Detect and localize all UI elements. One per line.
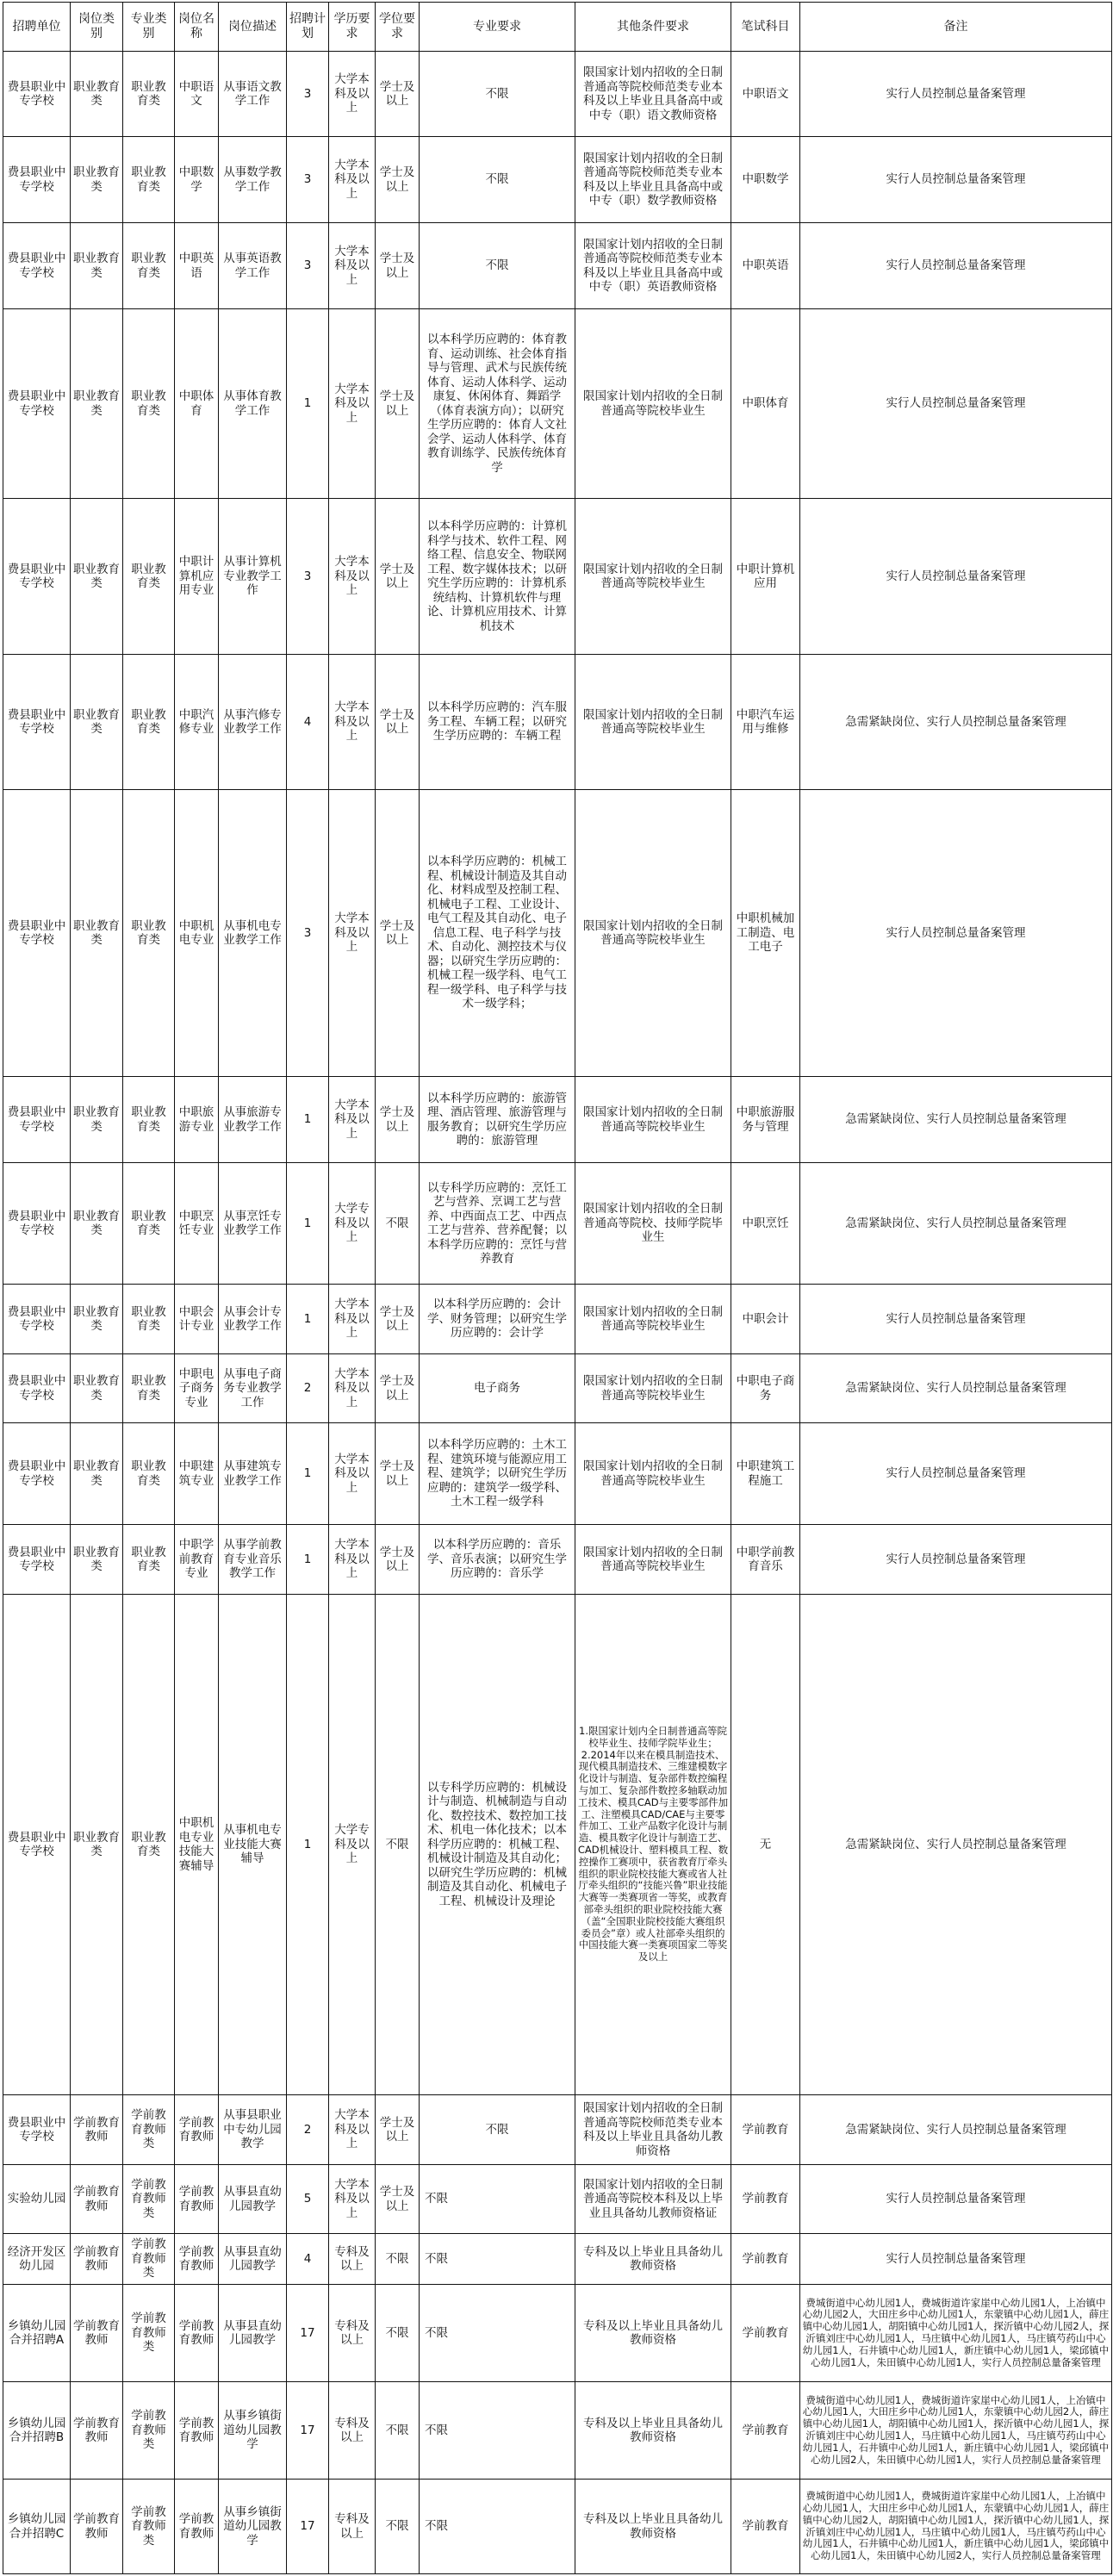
education-cell: 大学专科及以上 — [329, 1163, 376, 1285]
degree-cell: 学士及以上 — [376, 1354, 420, 1423]
header-education: 学历要求 — [329, 3, 376, 52]
major-cell: 不限 — [420, 2382, 575, 2480]
exam-cell: 中职旅游服务与管理 — [731, 1077, 800, 1163]
exam-cell: 学前教育 — [731, 2234, 800, 2285]
post-type-cell: 职业教育类 — [71, 1595, 123, 2095]
major-cell: 以本科学历应聘的：土木工程、建筑环境与能源应用工程、建筑学；以研究生学历应聘的：建筑学一级学科、土木工程一级学科 — [420, 1423, 575, 1525]
other-cell: 限国家计划内招收的全日制普通高等院校本科及以上毕业且具备幼儿教师资格证 — [575, 2165, 731, 2234]
unit-cell: 费县职业中专学校 — [3, 137, 71, 223]
post-name-cell: 学前教育教师 — [175, 2382, 219, 2480]
exam-cell: 无 — [731, 1595, 800, 2095]
other-cell: 限国家计划内招收的全日制普通高等院校师范类专业本科及以上毕业且具备高中或中专（职）数学教师资格 — [575, 137, 731, 223]
major-type-cell: 职业教育类 — [123, 52, 175, 137]
post-name-cell: 中职数学 — [175, 137, 219, 223]
major-cell: 不限 — [420, 2095, 575, 2165]
plan-cell: 3 — [287, 499, 329, 655]
degree-cell: 学士及以上 — [376, 1077, 420, 1163]
description-cell: 从事旅游专业教学工作 — [219, 1077, 287, 1163]
table-row — [3, 1285, 1112, 1354]
plan-cell: 3 — [287, 790, 329, 1077]
table-row — [3, 499, 1112, 655]
major-type-cell: 职业教育类 — [123, 1354, 175, 1423]
exam-cell: 中职汽车运用与维修 — [731, 655, 800, 790]
other-cell: 限国家计划内招收的全日制普通高等院校毕业生 — [575, 499, 731, 655]
degree-cell: 学士及以上 — [376, 1525, 420, 1595]
exam-cell: 中职体育 — [731, 309, 800, 499]
plan-cell: 2 — [287, 1354, 329, 1423]
major-type-cell: 学前教育教师类 — [123, 2165, 175, 2234]
note-cell: 费城街道中心幼儿园1人，费城街道许家崖中心幼儿园1人，上冶镇中心幼儿园1人，大田庄乡中心幼儿园1人，东蒙镇中心幼儿园1人，薛庄镇中心幼儿园2人，胡阳镇中心幼儿园1人，探沂镇中心幼儿园1人，探沂镇刘庄中心幼儿园1人，马庄镇中心幼儿园1人，马庄镇芍药山中心幼儿园1人，石井镇中心幼儿园1人，新庄镇中心幼儿园1人，梁邱镇中心幼儿园1人，朱田镇中心幼儿园2人，实行人员控制总量备案管理 — [800, 2480, 1112, 2574]
post-type-cell: 职业教育类 — [71, 1077, 123, 1163]
post-name-cell: 学前教育教师 — [175, 2480, 219, 2574]
header-degree: 学位要求 — [376, 3, 420, 52]
post-type-cell: 学前教育教师 — [71, 2382, 123, 2480]
post-name-cell: 中职机电专业技能大赛辅导 — [175, 1595, 219, 2095]
table-row — [3, 1525, 1112, 1595]
major-type-cell: 职业教育类 — [123, 1525, 175, 1595]
education-cell: 专科及以上 — [329, 2234, 376, 2285]
major-type-cell: 学前教育教师类 — [123, 2234, 175, 2285]
other-cell: 限国家计划内招收的全日制普通高等院校毕业生 — [575, 655, 731, 790]
education-cell: 大学本科及以上 — [329, 1285, 376, 1354]
table-row — [3, 2095, 1112, 2165]
note-cell: 费城街道中心幼儿园1人，费城街道许家崖中心幼儿园1人，上冶镇中心幼儿园2人，大田庄乡中心幼儿园1人，东蒙镇中心幼儿园1人，薛庄镇中心幼儿园1人，胡阳镇中心幼儿园1人，探沂镇中心幼儿园2人，探沂镇刘庄中心幼儿园1人，马庄镇中心幼儿园1人，马庄镇芍药山中心幼儿园1人，石井镇中心幼儿园1人，新庄镇中心幼儿园1人，梁邱镇中心幼儿园1人，朱田镇中心幼儿园1人，实行人员控制总量备案管理 — [800, 2285, 1112, 2382]
header-post-name: 岗位名称 — [175, 3, 219, 52]
major-cell: 不限 — [420, 2480, 575, 2574]
degree-cell: 学士及以上 — [376, 2165, 420, 2234]
plan-cell: 17 — [287, 2382, 329, 2480]
note-cell: 实行人员控制总量备案管理 — [800, 1285, 1112, 1354]
other-cell: 专科及以上毕业且具备幼儿教师资格 — [575, 2480, 731, 2574]
unit-cell: 费县职业中专学校 — [3, 1595, 71, 2095]
major-type-cell: 职业教育类 — [123, 1423, 175, 1525]
post-name-cell: 中职学前教育专业 — [175, 1525, 219, 1595]
unit-cell: 费县职业中专学校 — [3, 2095, 71, 2165]
description-cell: 从事县职业中专幼儿园教学 — [219, 2095, 287, 2165]
degree-cell: 学士及以上 — [376, 1423, 420, 1525]
post-name-cell: 学前教育教师 — [175, 2165, 219, 2234]
description-cell: 从事学前教育专业音乐教学工作 — [219, 1525, 287, 1595]
table-row — [3, 1423, 1112, 1525]
unit-cell: 费县职业中专学校 — [3, 655, 71, 790]
plan-cell: 1 — [287, 1595, 329, 2095]
post-name-cell: 学前教育教师 — [175, 2234, 219, 2285]
post-name-cell: 中职会计专业 — [175, 1285, 219, 1354]
post-name-cell: 中职英语 — [175, 223, 219, 309]
major-type-cell: 职业教育类 — [123, 655, 175, 790]
major-type-cell: 职业教育类 — [123, 1077, 175, 1163]
table-row — [3, 655, 1112, 790]
note-cell: 实行人员控制总量备案管理 — [800, 499, 1112, 655]
degree-cell: 不限 — [376, 2285, 420, 2382]
plan-cell: 2 — [287, 2095, 329, 2165]
degree-cell: 不限 — [376, 1163, 420, 1285]
degree-cell: 学士及以上 — [376, 2095, 420, 2165]
exam-cell: 学前教育 — [731, 2480, 800, 2574]
other-cell: 限国家计划内招收的全日制普通高等院校师范类专业本科及以上毕业且具备幼儿教师资格 — [575, 2095, 731, 2165]
post-type-cell: 职业教育类 — [71, 1163, 123, 1285]
plan-cell: 4 — [287, 655, 329, 790]
header-other: 其他条件要求 — [575, 3, 731, 52]
degree-cell: 不限 — [376, 2382, 420, 2480]
major-type-cell: 职业教育类 — [123, 223, 175, 309]
note-cell: 实行人员控制总量备案管理 — [800, 1423, 1112, 1525]
major-cell: 不限 — [420, 223, 575, 309]
post-type-cell: 职业教育类 — [71, 223, 123, 309]
exam-cell: 中职电子商务 — [731, 1354, 800, 1423]
unit-cell: 乡镇幼儿园合并招聘B — [3, 2382, 71, 2480]
note-cell: 急需紧缺岗位、实行人员控制总量备案管理 — [800, 1077, 1112, 1163]
table-row — [3, 1595, 1112, 2095]
header-post-type: 岗位类别 — [71, 3, 123, 52]
unit-cell: 经济开发区幼儿园 — [3, 2234, 71, 2285]
table-row — [3, 2480, 1112, 2574]
major-cell: 以本科学历应聘的：会计学、财务管理；以研究生学历应聘的：会计学 — [420, 1285, 575, 1354]
unit-cell: 费县职业中专学校 — [3, 52, 71, 137]
other-cell: 限国家计划内招收的全日制普通高等院校毕业生 — [575, 1285, 731, 1354]
education-cell: 大学本科及以上 — [329, 223, 376, 309]
description-cell: 从事数学教学工作 — [219, 137, 287, 223]
major-type-cell: 学前教育教师类 — [123, 2480, 175, 2574]
table-row — [3, 137, 1112, 223]
unit-cell: 费县职业中专学校 — [3, 790, 71, 1077]
exam-cell: 中职建筑工程施工 — [731, 1423, 800, 1525]
major-cell: 不限 — [420, 2234, 575, 2285]
education-cell: 专科及以上 — [329, 2480, 376, 2574]
education-cell: 大学本科及以上 — [329, 52, 376, 137]
post-name-cell: 中职电子商务专业 — [175, 1354, 219, 1423]
post-type-cell: 职业教育类 — [71, 309, 123, 499]
degree-cell: 不限 — [376, 1595, 420, 2095]
note-cell: 实行人员控制总量备案管理 — [800, 790, 1112, 1077]
plan-cell: 1 — [287, 1525, 329, 1595]
education-cell: 大学本科及以上 — [329, 2165, 376, 2234]
degree-cell: 学士及以上 — [376, 223, 420, 309]
description-cell: 从事烹饪专业教学工作 — [219, 1163, 287, 1285]
exam-cell: 学前教育 — [731, 2165, 800, 2234]
major-type-cell: 学前教育教师类 — [123, 2285, 175, 2382]
header-plan: 招聘计划 — [287, 3, 329, 52]
post-name-cell: 中职汽修专业 — [175, 655, 219, 790]
post-type-cell: 职业教育类 — [71, 790, 123, 1077]
table-row — [3, 2382, 1112, 2480]
post-type-cell: 学前教育教师 — [71, 2285, 123, 2382]
degree-cell: 不限 — [376, 2234, 420, 2285]
unit-cell: 费县职业中专学校 — [3, 1077, 71, 1163]
table-body — [3, 52, 1112, 2574]
note-cell: 实行人员控制总量备案管理 — [800, 223, 1112, 309]
education-cell: 大学本科及以上 — [329, 1525, 376, 1595]
header-note: 备注 — [800, 3, 1112, 52]
other-cell: 限国家计划内招收的全日制普通高等院校毕业生 — [575, 1525, 731, 1595]
major-type-cell: 学前教育教师类 — [123, 2382, 175, 2480]
education-cell: 大学本科及以上 — [329, 137, 376, 223]
description-cell: 从事乡镇街道幼儿园教学 — [219, 2382, 287, 2480]
post-name-cell: 学前教育教师 — [175, 2095, 219, 2165]
plan-cell: 3 — [287, 223, 329, 309]
major-type-cell: 职业教育类 — [123, 137, 175, 223]
exam-cell: 中职烹饪 — [731, 1163, 800, 1285]
education-cell: 专科及以上 — [329, 2382, 376, 2480]
note-cell: 实行人员控制总量备案管理 — [800, 309, 1112, 499]
major-cell: 电子商务 — [420, 1354, 575, 1423]
note-cell: 急需紧缺岗位、实行人员控制总量备案管理 — [800, 1354, 1112, 1423]
other-cell: 1.限国家计划内全日制普通高等院校毕业生、技师学院毕业生； 2.2014年以来在模具制造技术、现代模具制造技术、三维建模数字化设计与制造、复杂部件数控编程与加工、复杂部件数控多轴联动加工技术、模具CAD与主要零部件加工、注塑模具CAD/CAE与主要零件加工、工业产品数字化设计与制造、模具数字化设计与制造工艺、CAD机械设计、塑料模具工程、数控操作工赛项中，获省教育厅牵头组织的职业院校技能大赛或省人社厅牵头组织的“技能兴鲁”职业技能大赛等一类赛项省一等奖，或教育部牵头组织的职业院校技能大赛（盖“全国职业院校技能大赛组织委员会”章）或人社部牵头组织的中国技能大赛一类赛项国家二等奖及以上 — [575, 1595, 731, 2095]
other-cell: 专科及以上毕业且具备幼儿教师资格 — [575, 2285, 731, 2382]
other-cell: 限国家计划内招收的全日制普通高等院校师范类专业本科及以上毕业且具备高中或中专（职）英语教师资格 — [575, 223, 731, 309]
post-name-cell: 中职体育 — [175, 309, 219, 499]
header-major: 专业要求 — [420, 3, 575, 52]
plan-cell: 3 — [287, 52, 329, 137]
degree-cell: 学士及以上 — [376, 655, 420, 790]
description-cell: 从事乡镇街道幼儿园教学 — [219, 2480, 287, 2574]
education-cell: 大学本科及以上 — [329, 655, 376, 790]
post-type-cell: 职业教育类 — [71, 1354, 123, 1423]
major-cell: 以本科学历应聘的：体育教育、运动训练、社会体育指导与管理、武术与民族传统体育、运动人体科学、运动康复、休闲体育、舞蹈学（体育表演方向）；以研究生学历应聘的：体育人文社会学、运动人体科学、体育教育训练学、民族传统体育学 — [420, 309, 575, 499]
note-cell: 急需紧缺岗位、实行人员控制总量备案管理 — [800, 1595, 1112, 2095]
description-cell: 从事电子商务专业教学工作 — [219, 1354, 287, 1423]
post-name-cell: 中职机电专业 — [175, 790, 219, 1077]
unit-cell: 费县职业中专学校 — [3, 499, 71, 655]
table-row — [3, 2285, 1112, 2382]
plan-cell: 4 — [287, 2234, 329, 2285]
education-cell: 大学本科及以上 — [329, 1077, 376, 1163]
education-cell: 大学本科及以上 — [329, 790, 376, 1077]
major-cell: 以专科学历应聘的：机械设计与制造、机械制造与自动化、数控技术、数控加工技术、机电一体化技术；以本科学历应聘的：机械工程、机械设计制造及其自动化；以研究生学历应聘的：机械制造及其自动化、机械电子工程、机械设计及理论 — [420, 1595, 575, 2095]
degree-cell: 学士及以上 — [376, 1285, 420, 1354]
major-cell: 不限 — [420, 2165, 575, 2234]
header-row — [3, 3, 1112, 52]
description-cell: 从事机电专业技能大赛辅导 — [219, 1595, 287, 2095]
exam-cell: 中职会计 — [731, 1285, 800, 1354]
exam-cell: 学前教育 — [731, 2285, 800, 2382]
plan-cell: 17 — [287, 2480, 329, 2574]
degree-cell: 学士及以上 — [376, 52, 420, 137]
table-row — [3, 2165, 1112, 2234]
unit-cell: 费县职业中专学校 — [3, 1285, 71, 1354]
major-type-cell: 职业教育类 — [123, 1285, 175, 1354]
table-row — [3, 1077, 1112, 1163]
exam-cell: 中职机械加工制造、电工电子 — [731, 790, 800, 1077]
education-cell: 大学本科及以上 — [329, 2095, 376, 2165]
major-type-cell: 职业教育类 — [123, 499, 175, 655]
unit-cell: 费县职业中专学校 — [3, 1354, 71, 1423]
other-cell: 限国家计划内招收的全日制普通高等院校、技师学院毕业生 — [575, 1163, 731, 1285]
exam-cell: 学前教育 — [731, 2382, 800, 2480]
post-type-cell: 职业教育类 — [71, 137, 123, 223]
table-row — [3, 2234, 1112, 2285]
table-row — [3, 1163, 1112, 1285]
unit-cell: 费县职业中专学校 — [3, 1163, 71, 1285]
major-type-cell: 职业教育类 — [123, 309, 175, 499]
other-cell: 限国家计划内招收的全日制普通高等院校毕业生 — [575, 790, 731, 1077]
plan-cell: 5 — [287, 2165, 329, 2234]
degree-cell: 不限 — [376, 2480, 420, 2574]
major-type-cell: 职业教育类 — [123, 1595, 175, 2095]
post-type-cell: 学前教育教师 — [71, 2095, 123, 2165]
post-name-cell: 中职计算机应用专业 — [175, 499, 219, 655]
post-type-cell: 职业教育类 — [71, 1285, 123, 1354]
header-description: 岗位描述 — [219, 3, 287, 52]
major-cell: 以本科学历应聘的：汽车服务工程、车辆工程；以研究生学历应聘的：车辆工程 — [420, 655, 575, 790]
other-cell: 专科及以上毕业且具备幼儿教师资格 — [575, 2234, 731, 2285]
description-cell: 从事语文教学工作 — [219, 52, 287, 137]
note-cell: 急需紧缺岗位、实行人员控制总量备案管理 — [800, 655, 1112, 790]
note-cell: 急需紧缺岗位、实行人员控制总量备案管理 — [800, 1163, 1112, 1285]
education-cell: 大学本科及以上 — [329, 499, 376, 655]
education-cell: 大学本科及以上 — [329, 309, 376, 499]
post-name-cell: 中职语文 — [175, 52, 219, 137]
description-cell: 从事县直幼儿园教学 — [219, 2234, 287, 2285]
degree-cell: 学士及以上 — [376, 137, 420, 223]
header-unit: 招聘单位 — [3, 3, 71, 52]
post-type-cell: 学前教育教师 — [71, 2165, 123, 2234]
note-cell: 实行人员控制总量备案管理 — [800, 1525, 1112, 1595]
post-type-cell: 学前教育教师 — [71, 2234, 123, 2285]
post-type-cell: 学前教育教师 — [71, 2480, 123, 2574]
unit-cell: 费县职业中专学校 — [3, 1525, 71, 1595]
major-cell: 以本科学历应聘的：机械工程、机械设计制造及其自动化、材料成型及控制工程、机械电子工程、工业设计、电气工程及其自动化、电子信息工程、电子科学与技术、自动化、测控技术与仪器；以研究生学历应聘的：机械工程一级学科、电气工程一级学科、电子科学与技术一级学科； — [420, 790, 575, 1077]
note-cell: 急需紧缺岗位、实行人员控制总量备案管理 — [800, 2095, 1112, 2165]
exam-cell: 学前教育 — [731, 2095, 800, 2165]
other-cell: 限国家计划内招收的全日制普通高等院校毕业生 — [575, 1423, 731, 1525]
post-name-cell: 中职建筑专业 — [175, 1423, 219, 1525]
education-cell: 专科及以上 — [329, 2285, 376, 2382]
exam-cell: 中职英语 — [731, 223, 800, 309]
plan-cell: 1 — [287, 1163, 329, 1285]
plan-cell: 1 — [287, 1077, 329, 1163]
note-cell: 实行人员控制总量备案管理 — [800, 52, 1112, 137]
description-cell: 从事县直幼儿园教学 — [219, 2165, 287, 2234]
other-cell: 限国家计划内招收的全日制普通高等院校师范类专业本科及以上毕业且具备高中或中专（职）语文教师资格 — [575, 52, 731, 137]
description-cell: 从事机电专业教学工作 — [219, 790, 287, 1077]
major-cell: 不限 — [420, 2285, 575, 2382]
plan-cell: 1 — [287, 309, 329, 499]
post-name-cell: 学前教育教师 — [175, 2285, 219, 2382]
unit-cell: 费县职业中专学校 — [3, 223, 71, 309]
degree-cell: 学士及以上 — [376, 499, 420, 655]
header-major-type: 专业类别 — [123, 3, 175, 52]
table-row — [3, 223, 1112, 309]
major-cell: 不限 — [420, 52, 575, 137]
exam-cell: 中职数学 — [731, 137, 800, 223]
note-cell: 实行人员控制总量备案管理 — [800, 137, 1112, 223]
table-row — [3, 52, 1112, 137]
degree-cell: 学士及以上 — [376, 790, 420, 1077]
description-cell: 从事会计专业教学工作 — [219, 1285, 287, 1354]
post-type-cell: 职业教育类 — [71, 1525, 123, 1595]
exam-cell: 中职计算机应用 — [731, 499, 800, 655]
education-cell: 大学本科及以上 — [329, 1423, 376, 1525]
unit-cell: 实验幼儿园 — [3, 2165, 71, 2234]
other-cell: 限国家计划内招收的全日制普通高等院校毕业生 — [575, 1354, 731, 1423]
education-cell: 大学本科及以上 — [329, 1354, 376, 1423]
post-type-cell: 职业教育类 — [71, 499, 123, 655]
recruitment-table — [3, 2, 1112, 2574]
major-cell: 以专科学历应聘的：烹饪工艺与营养、烹调工艺与营养、中西面点工艺、中西点工艺与营养、营养配餐；以本科学历应聘的：烹饪与营养教育 — [420, 1163, 575, 1285]
exam-cell: 中职学前教育音乐 — [731, 1525, 800, 1595]
major-type-cell: 学前教育教师类 — [123, 2095, 175, 2165]
post-name-cell: 中职旅游专业 — [175, 1077, 219, 1163]
description-cell: 从事建筑专业教学工作 — [219, 1423, 287, 1525]
unit-cell: 费县职业中专学校 — [3, 309, 71, 499]
post-type-cell: 职业教育类 — [71, 52, 123, 137]
description-cell: 从事汽修专业教学工作 — [219, 655, 287, 790]
post-name-cell: 中职烹饪专业 — [175, 1163, 219, 1285]
note-cell: 实行人员控制总量备案管理 — [800, 2234, 1112, 2285]
education-cell: 大学专科及以上 — [329, 1595, 376, 2095]
note-cell: 实行人员控制总量备案管理 — [800, 2165, 1112, 2234]
major-type-cell: 职业教育类 — [123, 1163, 175, 1285]
major-cell: 不限 — [420, 137, 575, 223]
other-cell: 专科及以上毕业且具备幼儿教师资格 — [575, 2382, 731, 2480]
unit-cell: 乡镇幼儿园合并招聘A — [3, 2285, 71, 2382]
header-exam: 笔试科目 — [731, 3, 800, 52]
description-cell: 从事体育教学工作 — [219, 309, 287, 499]
other-cell: 限国家计划内招收的全日制普通高等院校毕业生 — [575, 1077, 731, 1163]
post-type-cell: 职业教育类 — [71, 655, 123, 790]
plan-cell: 3 — [287, 137, 329, 223]
table-row — [3, 309, 1112, 499]
major-cell: 以本科学历应聘的：计算机科学与技术、软件工程、网络工程、信息安全、物联网工程、数字媒体技术；以研究生学历应聘的：计算机系统结构、计算机软件与理论、计算机应用技术、计算机技术 — [420, 499, 575, 655]
degree-cell: 学士及以上 — [376, 309, 420, 499]
description-cell: 从事县直幼儿园教学 — [219, 2285, 287, 2382]
post-type-cell: 职业教育类 — [71, 1423, 123, 1525]
exam-cell: 中职语文 — [731, 52, 800, 137]
plan-cell: 1 — [287, 1423, 329, 1525]
major-cell: 以本科学历应聘的：旅游管理、酒店管理、旅游管理与服务教育；以研究生学历应聘的：旅游管理 — [420, 1077, 575, 1163]
major-type-cell: 职业教育类 — [123, 790, 175, 1077]
major-cell: 以本科学历应聘的：音乐学、音乐表演；以研究生学历应聘的：音乐学 — [420, 1525, 575, 1595]
description-cell: 从事英语教学工作 — [219, 223, 287, 309]
table-row — [3, 1354, 1112, 1423]
table-row — [3, 790, 1112, 1077]
note-cell: 费城街道中心幼儿园1人，费城街道许家崖中心幼儿园1人，上冶镇中心幼儿园1人，大田庄乡中心幼儿园1人，东蒙镇中心幼儿园2人，薛庄镇中心幼儿园1人，胡阳镇中心幼儿园1人，探沂镇中心幼儿园1人，探沂镇刘庄中心幼儿园1人，马庄镇中心幼儿园1人，马庄镇芍药山中心幼儿园1人，石井镇中心幼儿园1人，新庄镇中心幼儿园1人，梁邱镇中心幼儿园2人，朱田镇中心幼儿园1人，实行人员控制总量备案管理 — [800, 2382, 1112, 2480]
plan-cell: 17 — [287, 2285, 329, 2382]
unit-cell: 乡镇幼儿园合并招聘C — [3, 2480, 71, 2574]
plan-cell: 1 — [287, 1285, 329, 1354]
description-cell: 从事计算机专业教学工作 — [219, 499, 287, 655]
unit-cell: 费县职业中专学校 — [3, 1423, 71, 1525]
other-cell: 限国家计划内招收的全日制普通高等院校毕业生 — [575, 309, 731, 499]
